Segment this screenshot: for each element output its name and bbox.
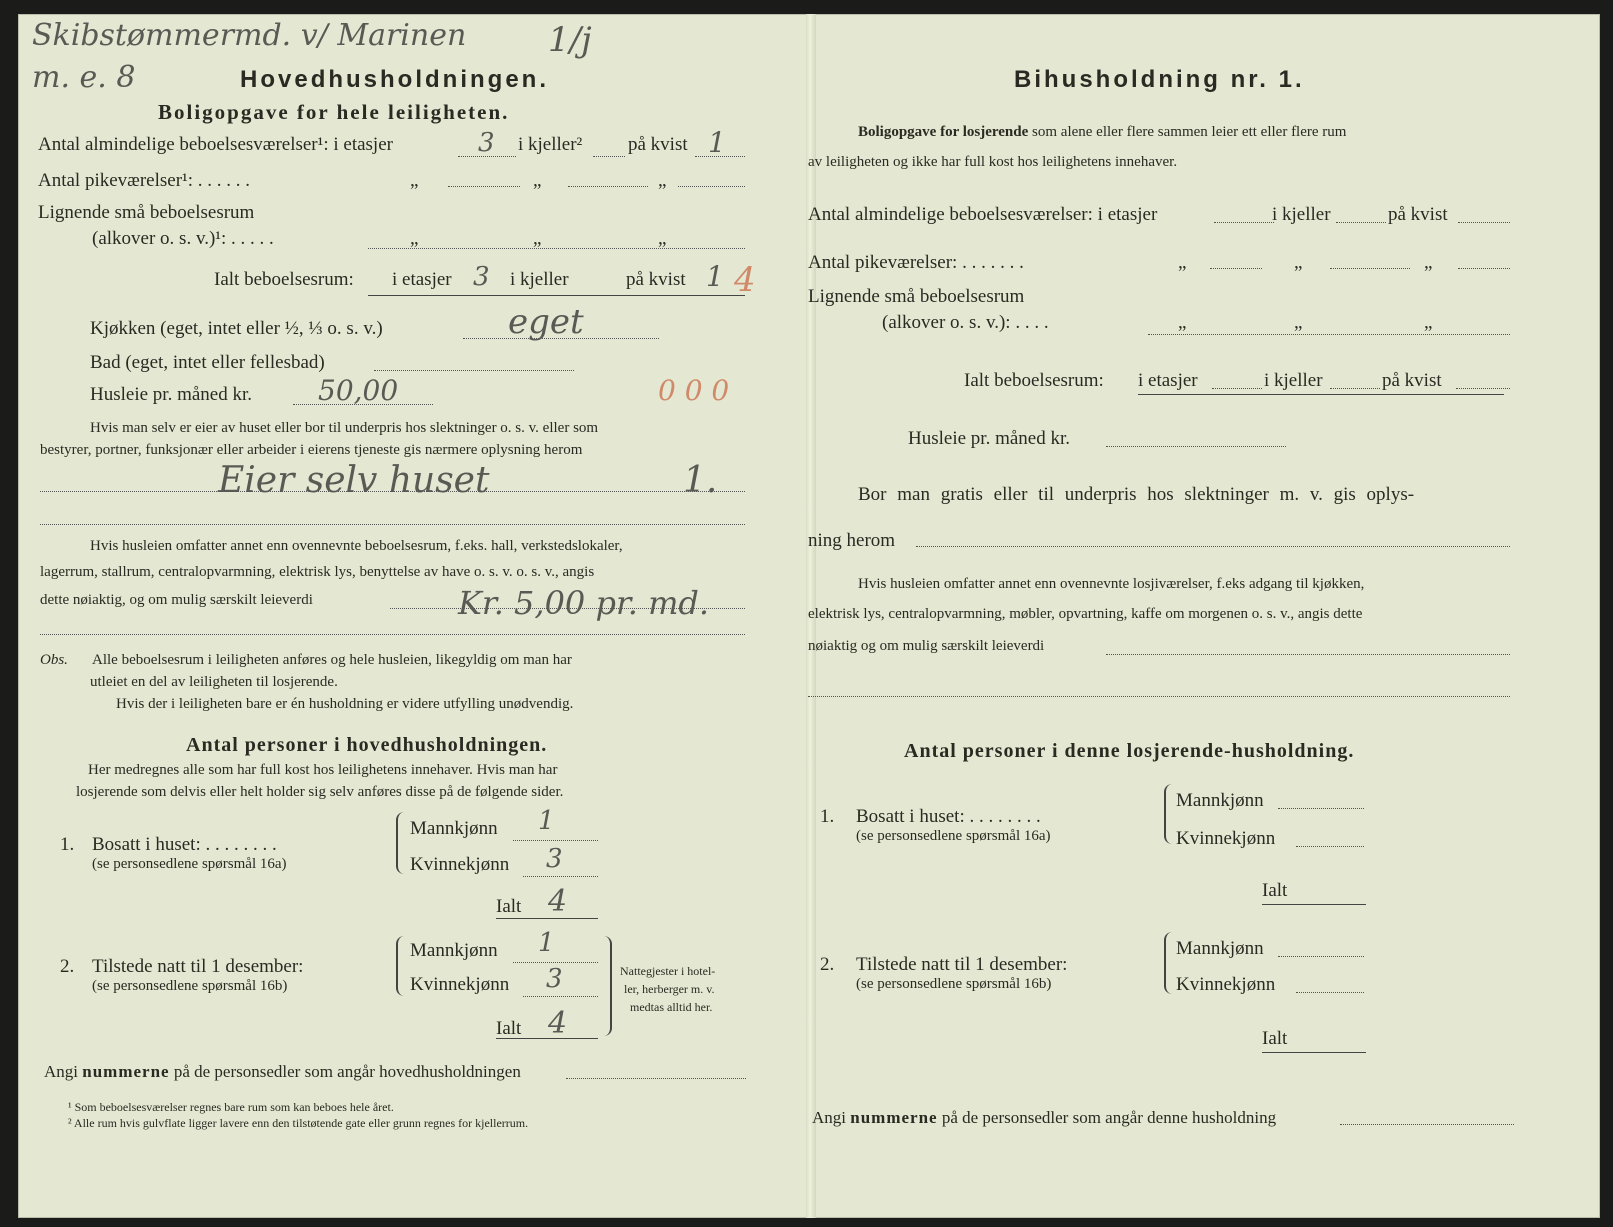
bath-label: Bad (eget, intet eller fellesbad) — [90, 352, 325, 373]
right-small-rooms: Lignende små beboelsesrum — [808, 286, 1025, 307]
small-rooms-label: Lignende små beboelsesrum — [38, 202, 255, 223]
total-rooms-label: Ialt beboelsesrum: — [214, 269, 354, 290]
kitchen-label: Kjøkken (eget, intet eller ½, ⅓ o. s. v.) — [90, 318, 383, 339]
ditto-mark: „ — [533, 170, 542, 191]
left-angi-label — [44, 1062, 521, 1082]
total-etasjer-label: i etasjer — [392, 269, 452, 290]
ditto-mark: „ — [410, 170, 419, 191]
red-rent-mark: 0 0 0 — [658, 374, 730, 407]
right-q1-male: Mannkjønn — [1176, 790, 1264, 811]
left-persons-title: Antal personer i hovedhusholdningen. — [186, 734, 548, 756]
right-q2-sublabel: (se personsedlene spørsmål 16b) — [856, 976, 1052, 992]
ditto-mark: „ — [1178, 252, 1187, 273]
left-angi-c: på de personsedler som angår hovedhusholdningen — [173, 1062, 521, 1081]
footnote-2: ² Alle rum hvis gulvflate ligger lavere enn den tilstøtende gate eller grunn regnes for kjellerrum. — [68, 1116, 529, 1130]
q2-total-value: 4 — [548, 1006, 568, 1041]
total-kvist-label: på kvist — [626, 269, 686, 290]
extras-note-line1: Hvis husleien omfatter annet enn ovennevnte beboelsesrum, f.eks. hall, verkstedslokaler, — [90, 538, 623, 554]
right-intro-line1 — [858, 124, 1346, 141]
obs-line2: utleiet en del av leiligheten til losjerende. — [90, 674, 338, 690]
q2-sublabel: (se personsedlene spørsmål 16b) — [92, 978, 288, 994]
night-guests-note1: Nattegjester i hotel- — [620, 964, 716, 978]
q1-total-label: Ialt — [496, 896, 522, 917]
right-total-etasjer: i etasjer — [1138, 370, 1198, 391]
ditto-mark: „ — [1424, 252, 1433, 273]
ditto-mark: „ — [658, 228, 667, 249]
rent-label: Husleie pr. måned kr. — [90, 384, 252, 405]
q2-label: Tilstede natt til 1 desember: — [92, 956, 304, 977]
q1-total-value: 4 — [548, 884, 568, 919]
maids-rooms-label: Antal pikeværelser¹: . . . . . . — [38, 170, 251, 191]
right-intro-text: som alene eller flere sammen leier ett eller flere rum — [1032, 124, 1347, 140]
left-subtitle: Boligopgave for hele leiligheten. — [158, 100, 510, 124]
right-title: Bihusholdning nr. 1. — [1014, 66, 1305, 93]
q1-number: 1. — [60, 834, 75, 855]
q2-female-value: 3 — [546, 964, 563, 994]
handwritten-fraction: 1/j — [548, 20, 592, 60]
q2-male-label: Mannkjønn — [410, 940, 498, 961]
right-angi-a: Angi — [812, 1108, 846, 1127]
night-guests-note3: medtas alltid her. — [630, 1000, 713, 1014]
owner-note-line2: bestyrer, portner, funksjonær eller arbeider i eierens tjeneste gis nærmere oplysning herom — [40, 442, 583, 458]
ditto-mark: „ — [410, 228, 419, 249]
right-extras-line2: elektrisk lys, centralopvarmning, møbler, opvartning, kaffe om morgenen o. s. v., angis dette — [808, 606, 1363, 622]
right-angi-label — [812, 1108, 1276, 1128]
alcoves-label: (alkover o. s. v.)¹: . . . . . — [92, 228, 274, 249]
right-angi-c: på de personsedler som angår denne husholdning — [941, 1108, 1277, 1127]
ditto-mark: „ — [533, 228, 542, 249]
q1-female-label: Kvinnekjønn — [410, 854, 510, 875]
right-rooms-kvist: på kvist — [1388, 204, 1448, 225]
footnote-1: ¹ Som beboelsesværelser regnes bare rum som kan beboes hele året. — [68, 1100, 394, 1114]
ditto-mark: „ — [1294, 252, 1303, 273]
q1-female-value: 3 — [546, 844, 563, 874]
q2-total-label: Ialt — [496, 1018, 522, 1039]
right-q1-sublabel: (se personsedlene spørsmål 16a) — [856, 828, 1051, 844]
total-etasjer-value: 3 — [473, 262, 490, 292]
extras-note-value: Kr. 5,00 pr. md. — [458, 584, 710, 622]
right-q1-number: 1. — [820, 806, 835, 827]
right-q1-female: Kvinnekjønn — [1176, 828, 1276, 849]
right-extras-line3: nøiaktig og om mulig særskilt leieverdi — [808, 638, 1045, 654]
left-angi-a: Angi — [44, 1062, 78, 1081]
night-guests-note2: ler, herberger m. v. — [624, 982, 715, 996]
total-kvist-value: 1 — [706, 260, 724, 293]
right-intro-bold: Boligopgave for losjerende — [858, 124, 1029, 140]
ditto-mark: „ — [658, 170, 667, 191]
right-persons-title: Antal personer i denne losjerende-husholdning. — [904, 740, 1355, 762]
q2-female-label: Kvinnekjønn — [410, 974, 510, 995]
right-free-note1: Bor man gratis eller til underpris hos slektninger m. v. gis oplys- — [858, 484, 1415, 505]
census-form-sheet — [18, 14, 1600, 1218]
owner-note-line1: Hvis man selv er eier av huset eller bor til underpris hos slektninger o. s. v. eller som — [90, 420, 599, 436]
kitchen-value: eget — [508, 302, 584, 342]
rooms-etasjer-value: 3 — [478, 128, 495, 158]
right-maids-label: Antal pikeværelser: . . . . . . . — [808, 252, 1024, 273]
rooms-row-label: Antal almindelige beboelsesværelser¹: i etasjer — [38, 134, 393, 155]
extras-note-line2: lagerrum, stallrum, centralopvarmning, elektrisk lys, benyttelse av have o. s. v. o. s. v., angis — [40, 564, 595, 580]
right-rent-label: Husleie pr. måned kr. — [908, 428, 1070, 449]
right-intro-line2: av leiligheten og ikke har full kost hos leilighetens innehaver. — [808, 154, 1178, 170]
total-kjeller-label: i kjeller — [510, 269, 569, 290]
right-extras-line1: Hvis husleien omfatter annet enn ovennevnte losjiværelser, f.eks adgang til kjøkken, — [858, 576, 1365, 592]
right-alcoves: (alkover o. s. v.): . . . . — [882, 312, 1049, 333]
left-persons-note2: losjerende som delvis eller helt holder sig selv anføres disse på de følgende sider. — [76, 784, 564, 800]
obs-label: Obs. — [40, 652, 68, 668]
rooms-kvist-value: 1 — [708, 126, 726, 159]
right-total-kjeller: i kjeller — [1264, 370, 1323, 391]
right-q2-female: Kvinnekjønn — [1176, 974, 1276, 995]
right-q2-label: Tilstede natt til 1 desember: — [856, 954, 1068, 975]
right-angi-b: nummerne — [850, 1108, 938, 1127]
rooms-kjeller-label: i kjeller² — [518, 134, 583, 155]
right-q2-total: Ialt — [1262, 1028, 1288, 1049]
owner-note-value-mark: 1. — [683, 460, 718, 501]
q2-male-value: 1 — [538, 928, 555, 958]
q1-label: Bosatt i huset: . . . . . . . . — [92, 834, 277, 855]
ditto-mark: „ — [1178, 312, 1187, 333]
q1-male-value: 1 — [538, 806, 555, 836]
owner-note-value: Eier selv huset — [218, 460, 490, 501]
right-rooms-label: Antal almindelige beboelsesværelser: i etasjer — [808, 204, 1158, 225]
extras-note-line3: dette nøiaktig, og om mulig særskilt leieverdi — [40, 592, 313, 608]
obs-line3: Hvis der i leiligheten bare er én husholdning er videre utfylling unødvendig. — [116, 696, 574, 712]
q1-male-label: Mannkjønn — [410, 818, 498, 839]
red-correction-rooms: 4 — [734, 260, 756, 300]
q1-sublabel: (se personsedlene spørsmål 16a) — [92, 856, 287, 872]
rent-value: 50,00 — [318, 374, 399, 407]
right-rooms-kjeller: i kjeller — [1272, 204, 1331, 225]
q2-number: 2. — [60, 956, 75, 977]
left-title: Hovedhusholdningen. — [240, 66, 549, 93]
rooms-kvist-label: på kvist — [628, 134, 688, 155]
right-total-rooms: Ialt beboelsesrum: — [964, 370, 1104, 391]
left-angi-b: nummerne — [82, 1062, 170, 1081]
right-total-kvist: på kvist — [1382, 370, 1442, 391]
ditto-mark: „ — [1294, 312, 1303, 333]
right-q2-male: Mannkjønn — [1176, 938, 1264, 959]
left-persons-note1: Her medregnes alle som har full kost hos leilighetens innehaver. Hvis man har — [88, 762, 558, 778]
handwritten-corner: m. e. 8 — [32, 60, 136, 95]
right-free-note2: ning herom — [808, 530, 896, 551]
right-q1-total: Ialt — [1262, 880, 1288, 901]
right-q2-number: 2. — [820, 954, 835, 975]
ditto-mark: „ — [1424, 312, 1433, 333]
handwritten-header: Skibstømmermd. v/ Marinen — [32, 18, 467, 53]
obs-line1: Alle beboelsesrum i leiligheten anføres og hele husleien, likegyldig om man har — [92, 652, 572, 668]
right-q1-label: Bosatt i huset: . . . . . . . . — [856, 806, 1041, 827]
